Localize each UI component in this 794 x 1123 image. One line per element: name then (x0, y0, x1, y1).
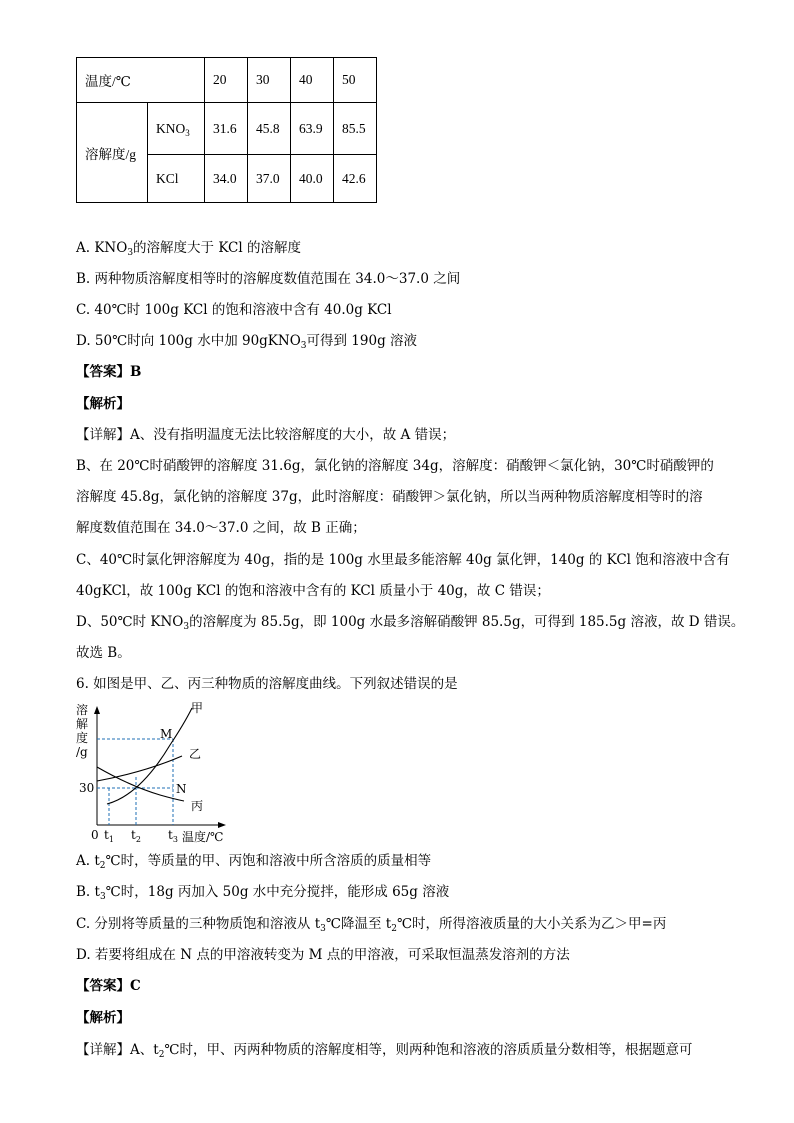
value-cell: 45.8 (248, 103, 291, 155)
value-cell: 31.6 (205, 103, 248, 155)
solubility-label: 溶解度/g (77, 103, 148, 203)
q6-option-a: A. $t_2℃$时，等质量的甲、丙饱和溶液中所含溶质的质量相等 (76, 853, 432, 871)
q5-analysis: 【解析】 (76, 396, 130, 412)
x-label-t1: $t_1$ (104, 828, 114, 844)
q5-detail: D、50℃时 $KNO_3$的溶解度为 85.5g，即 100g 水最多溶解硝酸钾 85.5g，可得到 185.5g 溶液，故 D 错误。 (76, 614, 745, 632)
temp-cell: 30 (248, 58, 291, 103)
q5-option-a: A. $KNO_3$的溶解度大于 KCl 的溶解度 (76, 240, 301, 258)
curve-label-jia: 甲 (191, 701, 204, 715)
q6-option-d: D. 若要将组成在 N 点的甲溶液转变为 M 点的甲溶液，可采取恒温蒸发溶剂的方法 (76, 947, 570, 963)
value-cell: 40.0 (291, 155, 334, 203)
x-label-t2: $t_2$ (131, 828, 141, 844)
point-label-n: N (176, 782, 187, 796)
temp-cell: 50 (334, 58, 377, 103)
q5-option-c: C. 40℃时 100g KCl 的饱和溶液中含有 40.0g KCl (76, 302, 392, 318)
value-cell: 85.5 (334, 103, 377, 155)
y-label-char: 度 (76, 731, 89, 745)
substance-kcl: KCl (148, 155, 205, 203)
temp-cell: 40 (291, 58, 334, 103)
value-cell: 42.6 (334, 155, 377, 203)
solubility-curve-chart (70, 700, 240, 848)
origin-label: 0 (91, 828, 99, 842)
q6-analysis: 【解析】 (76, 1010, 130, 1026)
temp-cell: 20 (205, 58, 248, 103)
q6-answer: 【答案】C (76, 978, 141, 994)
x-axis-arrow (218, 822, 226, 828)
y-label-char: 溶 (76, 703, 89, 717)
q5-detail: 解度数值范围在 34.0～37.0 之间，故 B 正确； (76, 520, 366, 536)
q6-option-c: C. 分别将等质量的三种物质饱和溶液从 $t_3℃$降温至 $t_2℃$时，所得溶液质量的大小关系为乙＞甲=丙 (76, 916, 667, 934)
curve-label-bing: 丙 (191, 799, 204, 813)
point-label-m: M (160, 727, 173, 741)
y-tick-30: 30 (79, 781, 95, 795)
y-axis-arrow (94, 706, 100, 714)
y-label-char: /g (76, 745, 88, 759)
q5-option-d: D. 50℃时向 100g 水中加 90gKNO$_3$可得到 190g 溶液 (76, 333, 418, 351)
q6-detail: 【详解】A、$t_2℃$时，甲、丙两种物质的溶解度相等，则两种饱和溶液的溶质质量分数相等，根据题意可 (76, 1042, 693, 1060)
value-cell: 63.9 (291, 103, 334, 155)
q6-stem: 6. 如图是甲、乙、丙三种物质的溶解度曲线。下列叙述错误的是 (76, 676, 458, 692)
q5-detail: 40gKCl，故 100g KCl 的饱和溶液中含有的 KCl 质量小于 40g，故 C 错误； (76, 583, 550, 599)
x-axis-label: 温度/℃ (182, 830, 224, 844)
value-cell: 37.0 (248, 155, 291, 203)
q5-detail: 【详解】A、没有指明温度无法比较溶解度的大小，故 A 错误； (76, 427, 456, 443)
x-label-t3: $t_3$ (168, 828, 178, 844)
value-cell: 34.0 (205, 155, 248, 203)
q5-answer: 【答案】B (76, 364, 142, 380)
q5-detail: 溶解度 45.8g，氯化钠的溶解度 37g，此时溶解度：硝酸钾＞氯化钠，所以当两种物质溶解度相等时的溶 (76, 489, 703, 505)
q5-option-b: B. 两种物质溶解度相等时的溶解度数值范围在 34.0～37.0 之间 (76, 271, 461, 287)
q5-detail: B、在 20℃时硝酸钾的溶解度 31.6g，氯化钠的溶解度 34g，溶解度：硝酸钾＜氯化钠，30℃时硝酸钾的 (76, 458, 714, 474)
temp-header: 温度/℃ (77, 58, 205, 103)
q6-option-b: B. $t_3℃$时，18g 丙加入 50g 水中充分搅拌，能形成 65g 溶液 (76, 884, 450, 902)
q5-detail: C、40℃时氯化钾溶解度为 40g，指的是 100g 水里最多能溶解 40g 氯化钾，140g 的 KCl 饱和溶液中含有 (76, 552, 730, 568)
y-label-char: 解 (76, 717, 89, 731)
q5-conclusion: 故选 B。 (76, 645, 131, 661)
solubility-table (76, 57, 377, 203)
curve-label-yi: 乙 (189, 747, 202, 761)
curve-yi (97, 756, 182, 781)
substance-kno3: $KNO_3$ (148, 103, 205, 155)
